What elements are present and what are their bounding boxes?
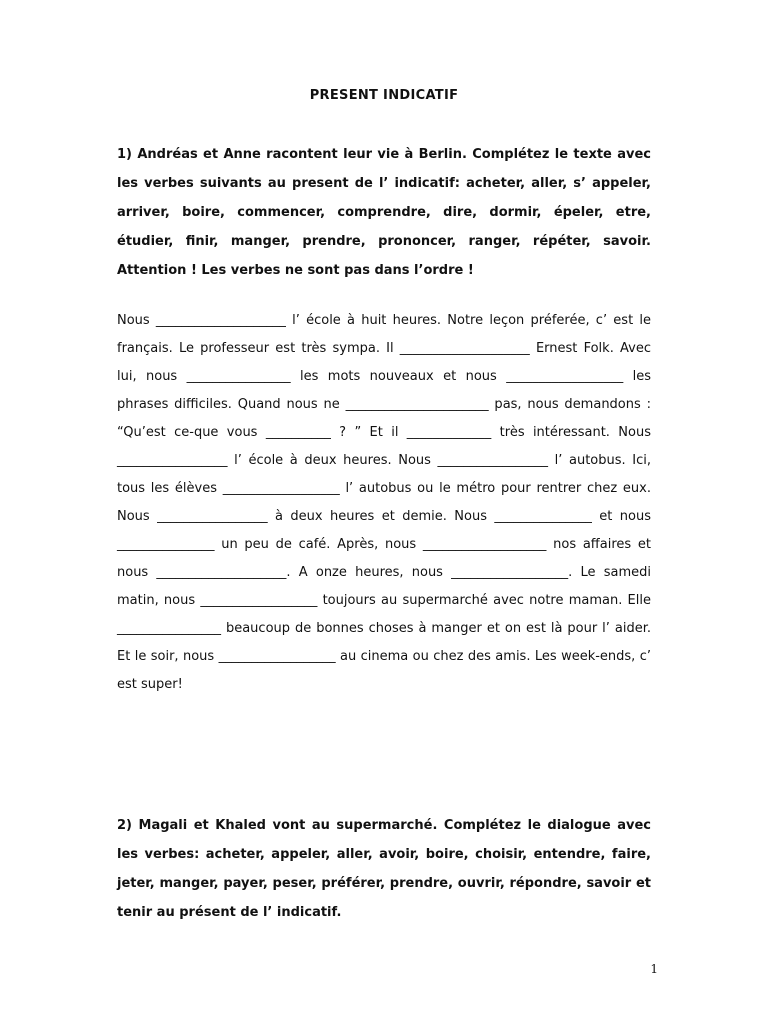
page-title: PRESENT INDICATIF	[309, 88, 459, 103]
exercise-1-instructions: 1) Andréas et Anne racontent leur vie à Berlin. Complétez le texte avec les verbes suivants au present de l’ indicatif: acheter, aller, s’ appeler, arriver, boire, commencer, comprendre, dire, dormir, épeler, etre, étudier, finir, manger, prendre, prononcer, ranger, répéter, savoir. Attention ! Les verbes ne sont pas dans l’ordre !	[117, 147, 651, 278]
exercise-1-text: Nous ____________________ l’ école à huit heures. Notre leçon préferée, c’ est le français. Le professeur est très sympa. Il ____________________ Ernest Folk. Avec lui, nous ________________ les mots nouveaux et nous __________________ les phrases difficiles. Quand nous ne ______________________ pas, nous demandons : “Qu’est ce-que vous __________ ? ” Et il _____________ très intéressant. Nous _________________ l’ école à deux heures. Nous _________________ l’ autobus. Ici, tous les élèves __________________ l’ autobus ou le métro pour rentrer chez eux. Nous _________________ à deux heures et demie. Nous _______________ et nous _______________ un peu de café. Après, nous ___________________ nos affaires et nous ____________________. A onze heures, nous __________________. Le samedi matin, nous __________________ toujours au supermarché avec notre maman. Elle ________________ beaucoup de bonnes choses à manger et on est là pour l’ aider. Et le soir, nous __________________ au cinema ou chez des amis. Les week-ends, c’ est super!	[117, 313, 651, 692]
page-number: 1	[650, 962, 658, 976]
exercise-2-instructions: 2) Magali et Khaled vont au supermarché. Complétez le dialogue avec les verbes: acheter, appeler, aller, avoir, boire, choisir, entendre, faire, jeter, manger, payer, peser, préférer, prendre, ouvrir, répondre, savoir et tenir au présent de l’ indicatif.	[117, 818, 651, 920]
